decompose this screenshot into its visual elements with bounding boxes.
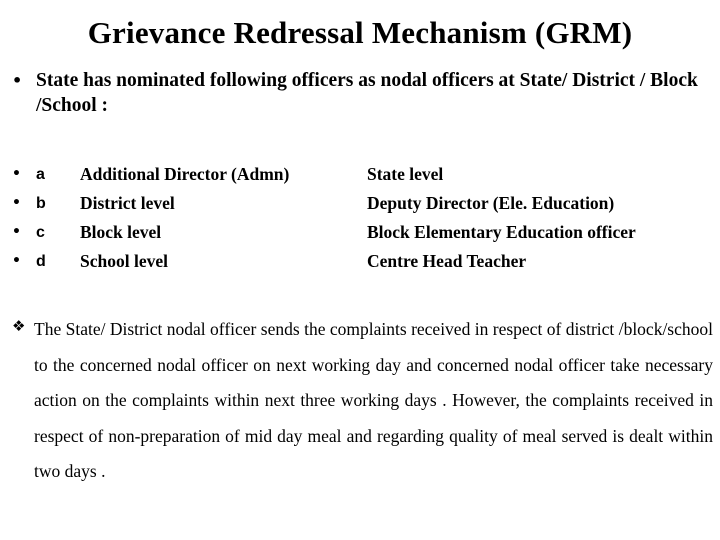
level-letter: b (36, 195, 46, 212)
diamond-cross-icon: ❖ (12, 317, 26, 335)
level-label: District level (80, 193, 175, 213)
bullet-icon: • (12, 195, 21, 211)
level-officer: Deputy Director (Ele. Education) (367, 193, 615, 213)
level-label: Additional Director (Admn) (80, 164, 290, 184)
level-row-a (12, 160, 712, 189)
note-bullet-item (12, 312, 713, 490)
bullet-icon: • (12, 253, 21, 269)
level-officer: Centre Head Teacher (367, 251, 527, 271)
bullet-icon: • (12, 166, 21, 182)
level-label: Block level (80, 222, 162, 242)
intro-text: State has nominated following officers as nodal officers at State/ District / Block /School : (36, 70, 698, 116)
officer-levels-list (12, 160, 712, 276)
bullet-icon: • (12, 71, 23, 90)
note-text: The State/ District nodal officer sends the complaints received in respect of district /block/school to the concerned nodal officer on next working day and concerned nodal officer take necessary action on the complaints within next three working days . However, the complaints received in respect of non-preparation of mid day meal and regarding quality of meal served is dealt within two days . (34, 319, 713, 481)
bullet-icon: • (12, 224, 21, 240)
level-officer: State level (367, 164, 444, 184)
level-letter: a (36, 166, 45, 183)
level-letter: d (36, 253, 46, 270)
intro-bullet-item (12, 68, 712, 118)
level-letter: c (36, 224, 45, 241)
level-row-d (12, 247, 712, 276)
level-label: School level (80, 251, 168, 271)
level-row-b (12, 189, 712, 218)
level-officer: Block Elementary Education officer (367, 222, 636, 242)
level-row-c (12, 218, 712, 247)
slide-title: Grievance Redressal Mechanism (GRM) (87, 15, 633, 50)
